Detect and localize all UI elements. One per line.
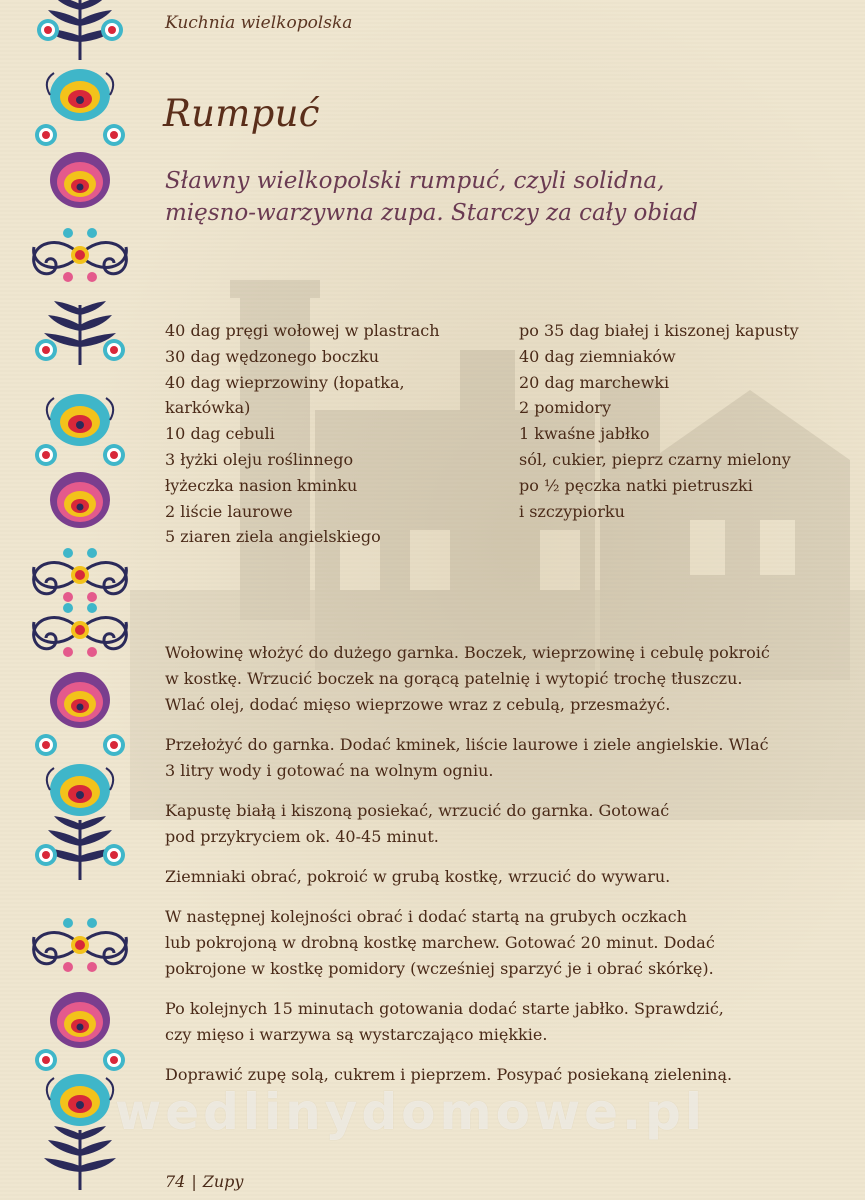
ingredient-item: i szczypiorku <box>519 501 625 521</box>
footer-section: Zupy <box>202 1172 244 1191</box>
ingredient-item: karkówka) <box>165 398 251 418</box>
ingredient-item: po ½ pęczka natki pietruszki <box>519 475 753 495</box>
recipe-subtitle <box>165 165 765 229</box>
section-header: Kuchnia wielkopolska <box>165 13 353 33</box>
step-line: Wlać olej, dodać mięso wieprzowe wraz z cebulą, przesmażyć. <box>165 695 671 714</box>
step-line: czy mięso i warzywa są wystarczająco miękkie. <box>165 1025 548 1044</box>
ingredient-item: 40 dag pręgi wołowej w plastrach <box>165 321 440 340</box>
ingredient-item: 3 łyżki oleju roślinnego <box>165 449 354 469</box>
ingredient-item: 40 dag wieprzowiny (łopatka, <box>165 372 405 392</box>
ingredient-item: 30 dag wędzonego boczku <box>165 346 380 366</box>
ingredient-item: 1 kwaśne jabłko <box>519 424 650 444</box>
step-line: Po kolejnych 15 minutach gotowania dodać starte jabłko. Sprawdzić, <box>165 999 724 1018</box>
step-paragraph <box>165 732 835 784</box>
ingredient-item: 2 liście laurowe <box>165 501 293 521</box>
ingredient-item: 20 dag marchewki <box>519 372 670 392</box>
step-paragraph <box>165 904 835 982</box>
step-line: Doprawić zupę solą, cukrem i pieprzem. Posypać posiekaną zieleniną. <box>165 1065 733 1084</box>
step-line: Przełożyć do garnka. Dodać kminek, liście laurowe i ziele angielskie. Wlać <box>165 735 769 754</box>
step-paragraph <box>165 864 835 890</box>
step-paragraph <box>165 640 835 718</box>
page-number: 74 <box>165 1172 186 1191</box>
ingredient-item: 2 pomidory <box>519 398 611 418</box>
step-line: Ziemniaki obrać, pokroić w grubą kostkę, wrzucić do wywaru. <box>165 867 671 886</box>
step-line: w kostkę. Wrzucić boczek na gorącą patelnię i wytopić trochę tłuszczu. <box>165 669 743 688</box>
recipe-title: Rumpuć <box>163 92 320 135</box>
watermark: wedlinydomowe.pl <box>115 1083 706 1141</box>
subtitle-line: mięsno-warzywna zupa. Starczy za cały obiad <box>165 200 698 226</box>
ingredient-item: po 35 dag białej i kiszonej kapusty <box>519 321 799 340</box>
step-line: pokrojone w kostkę pomidory (wcześniej sparzyć je i obrać skórkę). <box>165 959 714 978</box>
subtitle-line: Sławny wielkopolski rumpuć, czyli solidna, <box>165 168 665 194</box>
preparation-steps <box>165 640 835 1102</box>
ingredient-item: 40 dag ziemniaków <box>519 346 676 366</box>
ingredients-column-2 <box>519 318 799 524</box>
step-paragraph <box>165 798 835 850</box>
step-line: Kapustę białą i kiszoną posiekać, wrzucić do garnka. Gotować <box>165 801 670 820</box>
page-footer <box>165 1172 243 1191</box>
step-line: Wołowinę włożyć do dużego garnka. Boczek, wieprzowinę i cebulę pokroić <box>165 643 770 662</box>
ingredient-item: 5 ziaren ziela angielskiego <box>165 527 381 547</box>
step-line: lub pokrojoną w drobną kostkę marchew. Gotować 20 minut. Dodać <box>165 933 715 952</box>
ingredient-item: sól, cukier, pieprz czarny mielony <box>519 449 791 469</box>
footer-separator: | <box>191 1172 197 1191</box>
step-paragraph <box>165 996 835 1048</box>
ingredients-column-1 <box>165 318 440 550</box>
ingredient-item: łyżeczka nasion kminku <box>165 475 358 495</box>
step-line: W następnej kolejności obrać i dodać startą na grubych oczkach <box>165 907 687 926</box>
step-line: pod przykryciem ok. 40-45 minut. <box>165 827 439 846</box>
folk-floral-border <box>18 0 143 1200</box>
ingredient-item: 10 dag cebuli <box>165 424 275 444</box>
step-line: 3 litry wody i gotować na wolnym ogniu. <box>165 761 494 780</box>
